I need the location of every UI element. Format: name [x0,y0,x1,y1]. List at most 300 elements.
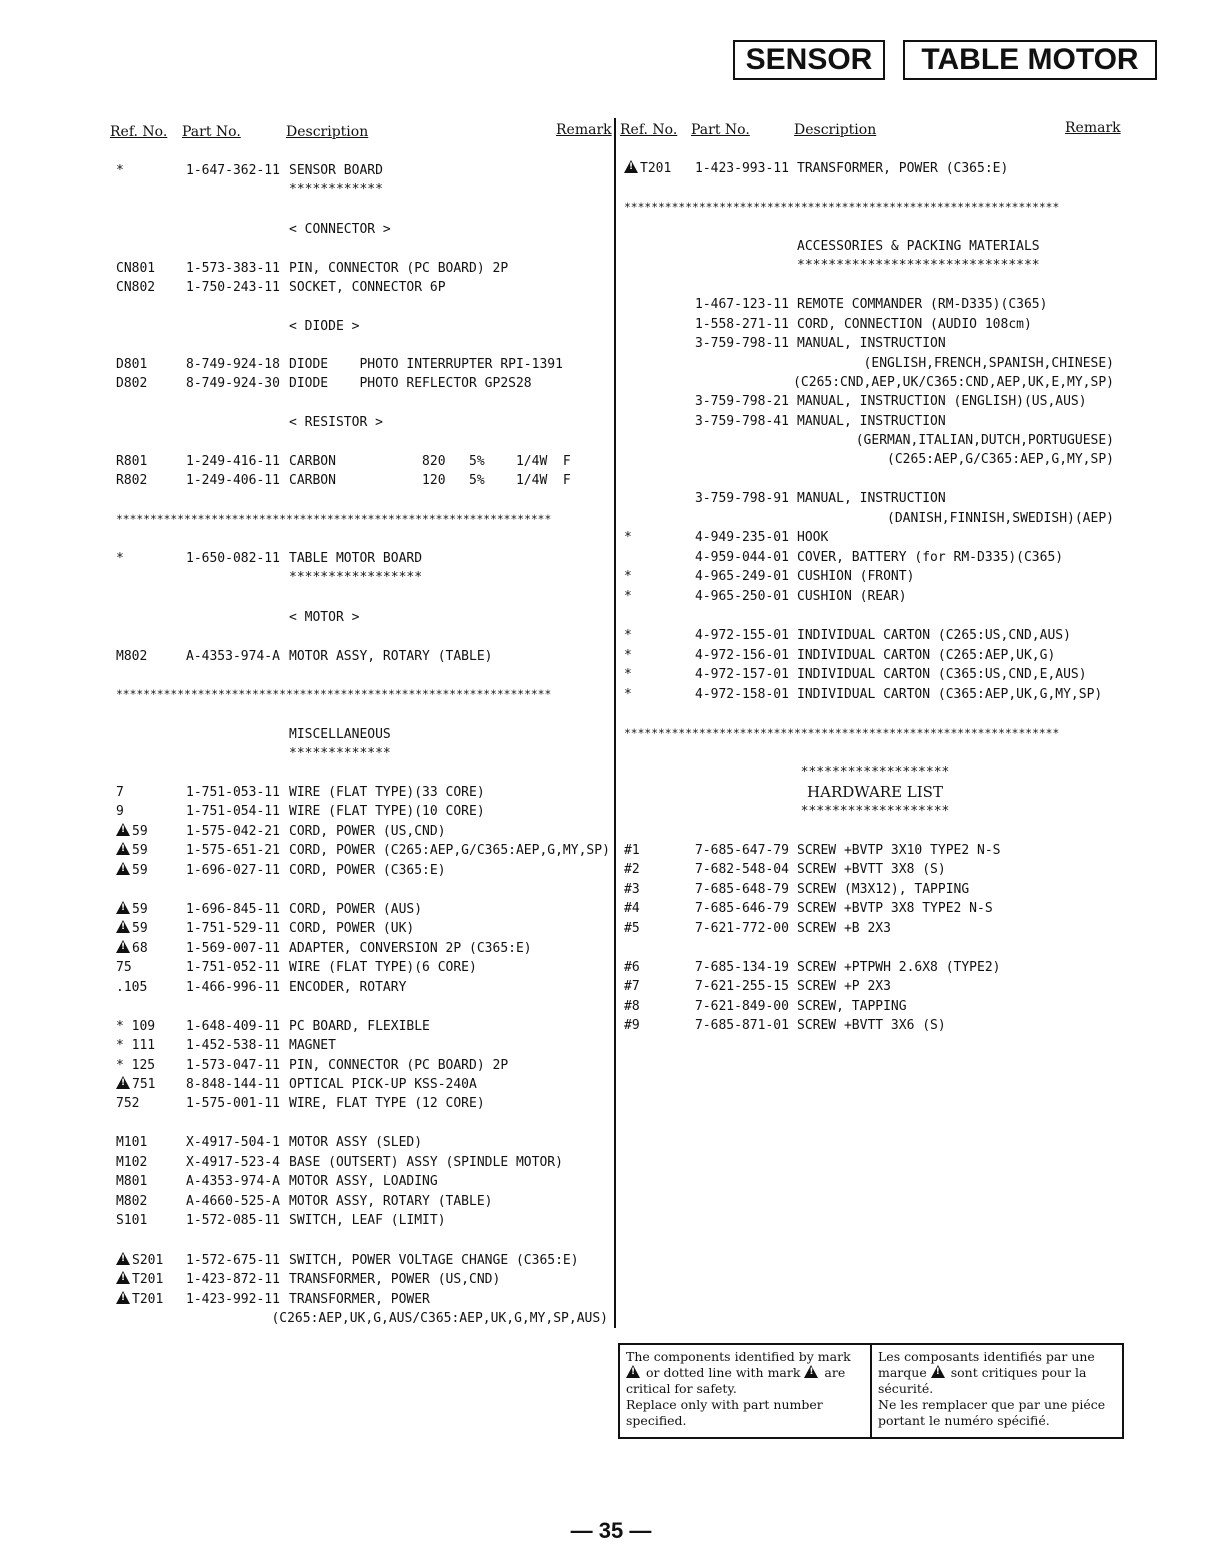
part-row [0,1252,1222,1270]
part-row [0,393,1222,411]
ref-no [116,1271,163,1289]
part-no: 1-575-651-21 [186,843,280,858]
part-no: 1-573-047-11 [186,1058,280,1073]
description: < DIODE > [289,319,360,334]
description: MOTOR ASSY, ROTARY (TABLE) [289,649,493,664]
ref-no-text: #7 [624,979,640,994]
col-part-left: Part No. [182,124,241,140]
col-desc-left: Description [286,124,369,140]
ref-no-text: #5 [624,921,640,936]
part-no: 7-685-646-79 [695,901,789,916]
part-row [0,998,1222,1016]
ref-no [116,1076,155,1094]
separator-stars: **************************************************************** [116,688,552,701]
part-no: A-4660-525-A [186,1194,280,1209]
ref-no-text: #8 [624,999,640,1014]
ref-no-text: * [624,569,632,584]
description: CORD, POWER (C365:E) [289,863,446,878]
description: CORD, POWER (UK) [289,921,415,936]
description: CORD, CONNECTION (AUDIO 108cm) [797,317,1032,332]
ref-no [624,1017,640,1035]
description: CORD, POWER (US,CND) [289,824,446,839]
ref-no [116,1057,155,1075]
description: TRANSFORMER, POWER [289,1292,430,1307]
description: SWITCH, LEAF (LIMIT) [289,1213,446,1228]
ref-no-text: M802 [116,649,148,664]
description: MISCELLANEOUS [289,727,391,742]
separator-stars: **************************************************************** [624,201,1060,214]
description: BASE (OUTSERT) ASSY (SPINDLE MOTOR) [289,1155,563,1170]
notice-fr-line3: Ne les remplacer que par une piéce portant le numéro spécifié. [878,1397,1106,1428]
part-no: 4-965-250-01 [695,589,789,604]
part-no: 7-621-255-15 [695,979,789,994]
warning-triangle-icon [116,1271,130,1284]
part-no: A-4353-974-A [186,649,280,664]
ref-no-text: 9 [116,804,124,819]
part-row [0,823,1222,841]
part-row [0,666,1222,684]
ref-no-text: * [624,687,632,702]
part-row [0,978,1222,996]
part-row [0,296,1222,314]
part-row [0,725,1222,743]
description: DIODE PHOTO INTERRUPTER RPI-1391 [289,357,563,372]
notice-en-line4: Replace only with part number specified. [626,1397,823,1428]
ref-no-text: S201 [132,1253,164,1268]
part-no: 3-759-798-11 [695,336,789,351]
part-no: 1-648-409-11 [186,1019,280,1034]
part-row [0,783,1222,801]
part-row [0,160,1222,178]
part-no: 4-972-158-01 [695,687,789,702]
description: ADAPTER, CONVERSION 2P (C365:E) [289,941,532,956]
part-row [0,549,1222,567]
part-row [0,881,1222,899]
part-no: 1-249-416-11 [186,454,280,469]
description: HOOK [797,530,829,545]
part-row [0,1134,1222,1152]
description: MOTOR ASSY, LOADING [289,1174,438,1189]
description: MANUAL, INSTRUCTION [797,336,946,351]
ref-no [116,1134,147,1152]
description: MANUAL, INSTRUCTION [797,491,946,506]
part-no: 4-965-249-01 [695,569,789,584]
part-no: 7-685-647-79 [695,843,789,858]
ref-no [116,1095,139,1113]
ref-no [624,998,640,1016]
ref-no [624,881,640,899]
safety-notice [618,1343,1124,1439]
part-row [0,432,1222,450]
ref-no [624,627,632,645]
ref-no [116,472,147,490]
description: SCREW, TAPPING [797,999,907,1014]
part-no: X-4917-504-1 [186,1135,280,1150]
part-no: 4-972-156-01 [695,648,789,663]
col-remark-left: Remark [556,122,612,138]
ref-no [624,686,632,704]
ref-no-text: 59 [132,902,148,917]
ref-no-text: * [624,589,632,604]
part-row [0,1076,1222,1094]
description: CUSHION (REAR) [797,589,907,604]
part-no: 1-558-271-11 [695,317,789,332]
notice-en-line3: are critical for safety. [626,1365,846,1396]
description: COVER, BATTERY (for RM-D335)(C365) [797,550,1064,565]
warning-triangle-icon [116,823,130,836]
part-no: 4-959-044-01 [695,550,789,565]
description: DIODE PHOTO REFLECTOR GP2S28 [289,376,532,391]
ref-no-text: * [624,667,632,682]
description: CORD, POWER (AUS) [289,902,423,917]
part-row [0,745,1222,763]
description-continued: (DANISH,FINNISH,SWEDISH)(AEP) [887,511,1114,526]
description: PIN, CONNECTOR (PC BOARD) 2P [289,1058,509,1073]
part-row [0,1154,1222,1172]
part-no: 1-751-054-11 [186,804,280,819]
ref-no-text: 59 [132,843,148,858]
notice-english [620,1345,872,1437]
description: ************ [289,182,383,197]
ref-no [624,861,640,879]
ref-no [624,842,640,860]
ref-no-text: #9 [624,1018,640,1033]
description-continued: (C265:AEP,UK,G,AUS/C365:AEP,UK,G,MY,SP,AUS) [271,1311,608,1326]
part-no: 1-467-123-11 [695,297,789,312]
warning-triangle-icon [116,1252,130,1265]
section-heading: HARDWARE LIST [807,783,943,801]
ref-no [116,1212,147,1230]
part-row [0,1095,1222,1113]
ref-no-text: * [116,551,124,566]
ref-no-text: * 109 [116,1019,156,1034]
ref-no-text: 751 [132,1077,156,1092]
ref-no-text: * 125 [116,1058,156,1073]
part-row [0,238,1222,256]
page-number: — 35 — [570,1518,652,1543]
part-no: 1-751-052-11 [186,960,280,975]
description: SCREW +BVTP 3X8 TYPE2 N-S [797,901,993,916]
part-no: 7-682-548-04 [695,862,789,877]
description: INDIVIDUAL CARTON (C365:US,CND,E,AUS) [797,667,1087,682]
ref-no [624,920,640,938]
separator-stars: **************************************************************** [116,513,552,526]
part-row [0,199,1222,217]
part-row [0,1271,1222,1289]
description: PC BOARD, FLEXIBLE [289,1019,430,1034]
part-no: 8-848-144-11 [186,1077,280,1092]
ref-no [624,900,640,918]
col-remark-right: Remark [1065,120,1121,136]
part-row [0,627,1222,645]
part-row [0,316,1222,334]
col-ref-right: Ref. No. [620,122,678,138]
notice-en-line1: The components identified by mark [626,1349,851,1364]
description: TABLE MOTOR BOARD [289,551,423,566]
notice-fr-line1: Les composants identifiés par une marque [878,1349,1095,1380]
col-ref-left: Ref. No. [110,124,168,140]
ref-no [624,647,632,665]
part-row [0,647,1222,665]
ref-no-text: R801 [116,454,148,469]
part-row [0,842,1222,860]
warning-triangle-icon [624,160,638,173]
part-row [0,490,1222,508]
description: PIN, CONNECTOR (PC BOARD) 2P [289,261,509,276]
description: CORD, POWER (C265:AEP,G/C365:AEP,G,MY,SP) [289,843,610,858]
description: SENSOR BOARD [289,163,383,178]
ref-no [116,940,148,958]
description: MANUAL, INSTRUCTION [797,414,946,429]
col-part-right: Part No. [691,122,750,138]
part-no: 1-569-007-11 [186,941,280,956]
description: WIRE (FLAT TYPE)(33 CORE) [289,785,485,800]
ref-no-text: T201 [132,1272,164,1287]
part-row [0,355,1222,373]
description-continued: (C265:AEP,G/C365:AEP,G,MY,SP) [887,452,1114,467]
ref-no-text: M802 [116,1194,148,1209]
ref-no-text: #1 [624,843,640,858]
ref-no [624,666,632,684]
ref-no [116,1193,147,1211]
part-no: 1-575-042-21 [186,824,280,839]
part-no: 7-685-648-79 [695,882,789,897]
part-row [0,221,1222,239]
part-row [0,279,1222,297]
description: MAGNET [289,1038,336,1053]
section-heading: ******************* [800,804,950,819]
description: INDIVIDUAL CARTON (C265:AEP,UK,G) [797,648,1056,663]
ref-no [624,160,671,178]
part-row [0,472,1222,490]
col-desc-right: Description [794,122,877,138]
description: REMOTE COMMANDER (RM-D335)(C365) [797,297,1048,312]
part-row [0,900,1222,918]
warning-triangle-icon [931,1365,945,1378]
ref-no-text: R802 [116,473,148,488]
part-no: 1-575-001-11 [186,1096,280,1111]
description: SOCKET, CONNECTOR 6P [289,280,446,295]
ref-no-text: CN801 [116,261,156,276]
title-sensor: SENSOR [733,40,885,80]
ref-no [624,588,632,606]
description: SCREW +PTPWH 2.6X8 (TYPE2) [797,960,1001,975]
description: MOTOR ASSY (SLED) [289,1135,423,1150]
part-no: 8-749-924-30 [186,376,280,391]
description: CARBON 820 5% 1/4W F [289,454,571,469]
part-no: 7-621-772-00 [695,921,789,936]
ref-no-text: * [116,163,124,178]
ref-no-text: 59 [132,863,148,878]
part-row [0,257,1222,275]
warning-triangle-icon [116,940,130,953]
part-no: A-4353-974-A [186,1174,280,1189]
part-no: 1-696-845-11 [186,902,280,917]
part-row [0,1193,1222,1211]
part-no: 1-647-362-11 [186,163,280,178]
part-row [0,1017,1222,1035]
part-no: 7-621-849-00 [695,999,789,1014]
ref-no-text: * 111 [116,1038,156,1053]
part-no: 3-759-798-21 [695,394,789,409]
part-no: X-4917-523-4 [186,1155,280,1170]
part-no: 1-249-406-11 [186,473,280,488]
ref-no-text: T201 [132,1292,164,1307]
ref-no-text: M102 [116,1155,148,1170]
ref-no [624,959,640,977]
part-no: 1-423-872-11 [186,1272,280,1287]
description: OPTICAL PICK-UP KSS-240A [289,1077,477,1092]
description: SWITCH, POWER VOLTAGE CHANGE (C365:E) [289,1253,579,1268]
ref-no [116,823,148,841]
description: MOTOR ASSY, ROTARY (TABLE) [289,1194,493,1209]
ref-no-text: M801 [116,1174,148,1189]
warning-triangle-icon [116,1076,130,1089]
part-no: 1-466-996-11 [186,980,280,995]
part-no: 1-696-027-11 [186,863,280,878]
description-continued: (GERMAN,ITALIAN,DUTCH,PORTUGUESE) [855,433,1114,448]
part-no: 1-423-993-11 [695,161,789,176]
part-row [0,1212,1222,1230]
part-row [0,335,1222,353]
part-row [0,451,1222,469]
description: ACCESSORIES & PACKING MATERIALS [797,239,1040,254]
description-continued: (ENGLISH,FRENCH,SPANISH,CHINESE) [863,356,1114,371]
part-no: 3-759-798-41 [695,414,789,429]
part-row [0,920,1222,938]
ref-no-text: .105 [116,980,148,995]
part-no: 1-751-053-11 [186,785,280,800]
part-no: 1-452-538-11 [186,1038,280,1053]
description: MANUAL, INSTRUCTION (ENGLISH)(US,AUS) [797,394,1087,409]
part-no: 1-750-243-11 [186,280,280,295]
part-row [0,1310,1222,1328]
notice-fr-line2: sont critiques pour la sécurité. [878,1365,1087,1396]
ref-no [116,1173,147,1191]
part-row [0,374,1222,392]
part-row [0,413,1222,431]
description: TRANSFORMER, POWER (C365:E) [797,161,1009,176]
description: < CONNECTOR > [289,222,391,237]
description: INDIVIDUAL CARTON (C265:US,CND,AUS) [797,628,1071,643]
part-row [0,181,1222,199]
ref-no-text: #4 [624,901,640,916]
description: SCREW +P 2X3 [797,979,891,994]
part-row [0,686,1222,704]
ref-no-text: 59 [132,824,148,839]
part-row [0,510,1222,528]
warning-triangle-icon [626,1365,640,1378]
part-row [0,609,1222,627]
ref-no-text: S101 [116,1213,148,1228]
ref-no [116,1291,163,1309]
description: ******************************* [797,258,1040,273]
part-no: 1-650-082-11 [186,551,280,566]
ref-no-text: CN802 [116,280,156,295]
ref-no [624,978,640,996]
part-no: 7-685-871-01 [695,1018,789,1033]
ref-no [624,529,632,547]
notice-en-line2: or dotted line with mark [645,1365,801,1380]
part-no: 4-949-235-01 [695,530,789,545]
description: CARBON 120 5% 1/4W F [289,473,571,488]
description: SCREW +BVTT 3X8 (S) [797,862,946,877]
description: SCREW +BVTT 3X6 (S) [797,1018,946,1033]
part-row [0,1173,1222,1191]
description: SCREW (M3X12), TAPPING [797,882,970,897]
description: < RESISTOR > [289,415,383,430]
part-no: 8-749-924-18 [186,357,280,372]
part-row [0,1291,1222,1309]
part-row [0,959,1222,977]
description: TRANSFORMER, POWER (US,CND) [289,1272,501,1287]
part-no: 1-572-675-11 [186,1253,280,1268]
part-row [0,529,1222,547]
ref-no-text: D802 [116,376,148,391]
description: ENCODER, ROTARY [289,980,407,995]
warning-triangle-icon [116,1291,130,1304]
part-no: 4-972-157-01 [695,667,789,682]
description: ***************** [289,570,423,585]
part-no: 1-751-529-11 [186,921,280,936]
part-row [0,764,1222,782]
ref-no-text: #2 [624,862,640,877]
description: WIRE, FLAT TYPE (12 CORE) [289,1096,485,1111]
description-continued: (C265:CND,AEP,UK/C365:CND,AEP,UK,E,MY,SP) [793,375,1114,390]
ref-no [116,279,155,297]
description: CUSHION (FRONT) [797,569,915,584]
part-row [0,1057,1222,1075]
ref-no-text: 75 [116,960,132,975]
part-no: 4-972-155-01 [695,628,789,643]
part-no: 1-423-992-11 [186,1292,280,1307]
description: WIRE (FLAT TYPE)(6 CORE) [289,960,477,975]
title-table-motor: TABLE MOTOR [903,40,1157,80]
ref-no-text: * [624,628,632,643]
ref-no-text: D801 [116,357,148,372]
part-no: 1-572-085-11 [186,1213,280,1228]
part-row [0,588,1222,606]
ref-no-text: #3 [624,882,640,897]
notice-french [872,1345,1122,1437]
description: SCREW +BVTP 3X10 TYPE2 N-S [797,843,1001,858]
ref-no-text: * [624,648,632,663]
part-row [0,568,1222,586]
section-heading: ******************* [800,765,950,780]
ref-no-text: * [624,530,632,545]
part-no: 1-573-383-11 [186,261,280,276]
ref-no-text: #6 [624,960,640,975]
description: WIRE (FLAT TYPE)(10 CORE) [289,804,485,819]
part-no: 3-759-798-91 [695,491,789,506]
ref-no [624,568,632,586]
ref-no [116,1252,163,1270]
ref-no-text: 59 [132,921,148,936]
part-row [0,940,1222,958]
ref-no-text: M101 [116,1135,148,1150]
ref-no [116,1154,147,1172]
part-row [0,1037,1222,1055]
description: SCREW +B 2X3 [797,921,891,936]
ref-no [116,1037,155,1055]
description: INDIVIDUAL CARTON (C365:AEP,UK,G,MY,SP) [797,687,1103,702]
ref-no-text: 752 [116,1096,140,1111]
ref-no-text: 68 [132,941,148,956]
description: < MOTOR > [289,610,360,625]
part-no: 7-685-134-19 [695,960,789,975]
ref-no-text: T201 [640,161,672,176]
warning-triangle-icon [804,1365,818,1378]
